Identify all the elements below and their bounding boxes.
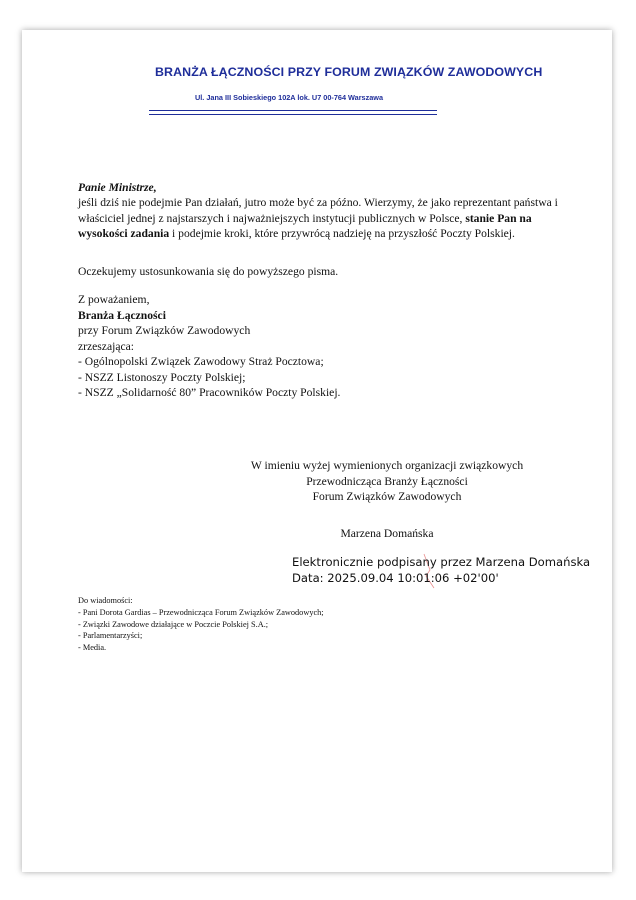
signature-role: Przewodnicząca Branży Łączności (306, 474, 468, 488)
document-page (22, 30, 612, 872)
letterhead-title: BRANŻA ŁĄCZNOŚCI PRZY FORUM ZWIĄZKÓW ZAWODOWYCH (155, 65, 543, 79)
electronic-signature-date: Data: 2025.09.04 10:01:06 +02'00' (292, 571, 499, 585)
signature-line: W imieniu wyżej wymienionych organizacji związkowych (250, 459, 524, 472)
paragraph-main-emphasis: stanie Pan na wysokości zadania (78, 211, 532, 240)
member-union-item: - Ogólnopolski Związek Zawodowy Straż Pocztowa; (78, 355, 324, 368)
signature-block (232, 458, 542, 505)
member-union-item: - NSZZ Listonoszy Poczty Polskiej; (78, 370, 246, 384)
signer-name: Marzena Domańska (340, 527, 434, 540)
member-union-item: - NSZZ „Solidarność 80” Pracowników Poczty Polskiej. (78, 386, 341, 399)
signature-organization: Forum Związków Zawodowych (312, 490, 462, 503)
letterhead-rule-top (149, 110, 437, 111)
closing-block (78, 292, 340, 401)
electronic-signature-text: Elektronicznie podpisany przez Marzena Domańska (292, 555, 591, 569)
closing-organization-line2: przy Forum Związków Zawodowych (78, 324, 251, 337)
cc-heading: Do wiadomości: (78, 596, 133, 605)
cc-item: - Pani Dorota Gardias – Przewodnicząca Forum Związków Zawodowych; (78, 607, 324, 617)
cc-item: - Parlamentarzyści; (78, 631, 143, 641)
paragraph-expectation: Oczekujemy ustosunkowania się do powyższego pisma. (78, 265, 339, 278)
closing-organization: Branża Łączności (78, 308, 166, 322)
greeting: Panie Ministrze, (78, 181, 157, 194)
paragraph-main-part1: jeśli dziś nie podejmie Pan działań, jutro może być za późno. Wierzymy, że jako reprezentant państwa i właściciel jednej z najstarszych i najważniejszych instytucji publicznych w Polsce, (78, 196, 558, 225)
cc-item: - Związki Zawodowe działające w Poczcie Polskiej S.A.; (78, 619, 269, 629)
closing-uniting: zrzeszająca: (78, 339, 134, 353)
closing-regards: Z poważaniem, (78, 293, 150, 306)
paragraph-main-part2: i podejmie kroki, które przywrócą nadzieję na przyszłość Poczty Polskiej. (169, 227, 515, 240)
letterhead-rule-bottom (149, 114, 437, 115)
cc-list (78, 595, 324, 654)
paragraph-main (78, 195, 568, 242)
cc-item: - Media. (78, 643, 107, 653)
letterhead-address: Ul. Jana III Sobieskiego 102A lok. U7 00-764 Warszawa (195, 93, 384, 102)
